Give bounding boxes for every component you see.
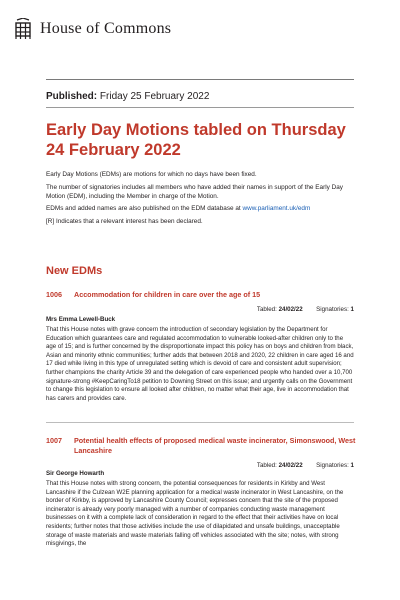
brand-header — [14, 18, 171, 40]
signatories-label: Signatories: — [316, 462, 349, 469]
intro-paragraph: The number of signatories includes all members who have added their names in support of the Early Day Motion (EDM), including the Member in charge of the Motion. — [46, 183, 343, 200]
motion-sponsor: Sir George Howarth — [46, 470, 105, 477]
motion-meta — [257, 462, 354, 469]
intro-paragraph: Early Day Motions (EDMs) are motions for which no days have been fixed. — [46, 171, 257, 178]
motion-text: That this House notes with strong concern, the potential consequences for residents in Kirkby and West Lancashire if the Culzean W2E planning application for a medical waste incinerator in West Lancashire, on the border of Kirkby, is approved by Lancashire County Council; expresses concern that the site of the proposed incinerator is already very poorly managed with a number of companies conducting waste management businesses on it with a complete lack of consideration in regard to the effect that their activities have on local residents; further notes that those activities include the use of dilapidated and unsafe buildings, unacceptable storage of waste materials and waste materials falling off vehicles associated with the site; notes, with strong misgivings, the — [46, 480, 344, 548]
motion-number: 1007 — [46, 436, 62, 445]
motion-divider — [46, 422, 354, 423]
published-rule — [46, 107, 354, 108]
motion-title: Potential health effects of proposed medical waste incinerator, Simonswood, West Lancashire — [74, 436, 356, 455]
section-title: New EDMs — [46, 265, 103, 277]
signatories-label: Signatories: — [316, 306, 349, 313]
motion-text: That this House notes with grave concern the introduction of secondary legislation by the Department for Education which guarantees care and regulated accommodation to vulnerable looked-after children only to the age of 15; and is further concerned by the disproportionate impact this policy has on boys and children from black, Asian and minority ethnic communities; further adds that between 2018 and 2020, 22 children in care aged 16 and 17 died while living in this type of unregulated setting which is devoid of care and consistent adult supervision; further champions the charity Article 39 and the delegation of care experienced people who handed over a 10,700 signature-strong #KeepCaringTo18 petition to Downing Street on this issue; and urgently calls on the Government to change this legislation to ensure all looked after children, no matter what their age, live in accommodation that has carers and provides care. — [46, 326, 354, 402]
motion-number: 1006 — [46, 290, 62, 299]
brand-name: House of Commons — [40, 20, 172, 37]
header-rule — [46, 79, 354, 80]
motion-meta — [257, 306, 354, 313]
intro-database-note — [46, 204, 356, 213]
edm-database-link[interactable]: www.parliament.uk/edm — [242, 205, 311, 212]
published-line — [46, 91, 209, 102]
tabled-date: 24/02/22 — [278, 306, 303, 313]
signatories-count: 1 — [350, 306, 354, 313]
published-label: Published: — [46, 91, 98, 102]
portcullis-logo-icon — [14, 18, 32, 40]
tabled-date: 24/02/22 — [278, 462, 303, 469]
intro-paragraph: [R] Indicates that a relevant interest has been declared. — [46, 217, 203, 225]
tabled-label: Tabled: — [256, 462, 277, 469]
intro-link-prefix: EDMs and added names are also published on the EDM database at — [46, 205, 243, 212]
motion-sponsor: Mrs Emma Lewell-Buck — [46, 316, 116, 323]
tabled-label: Tabled: — [256, 306, 277, 313]
motion-heading — [46, 290, 356, 300]
published-date: Friday 25 February 2022 — [99, 91, 210, 102]
intro-notes — [46, 170, 356, 229]
page-title: Early Day Motions tabled on Thursday 24 February 2022 — [46, 121, 346, 159]
signatories-count: 1 — [350, 462, 354, 469]
motion-heading — [46, 436, 356, 456]
motion-title: Accommodation for children in care over the age of 15 — [74, 290, 261, 299]
